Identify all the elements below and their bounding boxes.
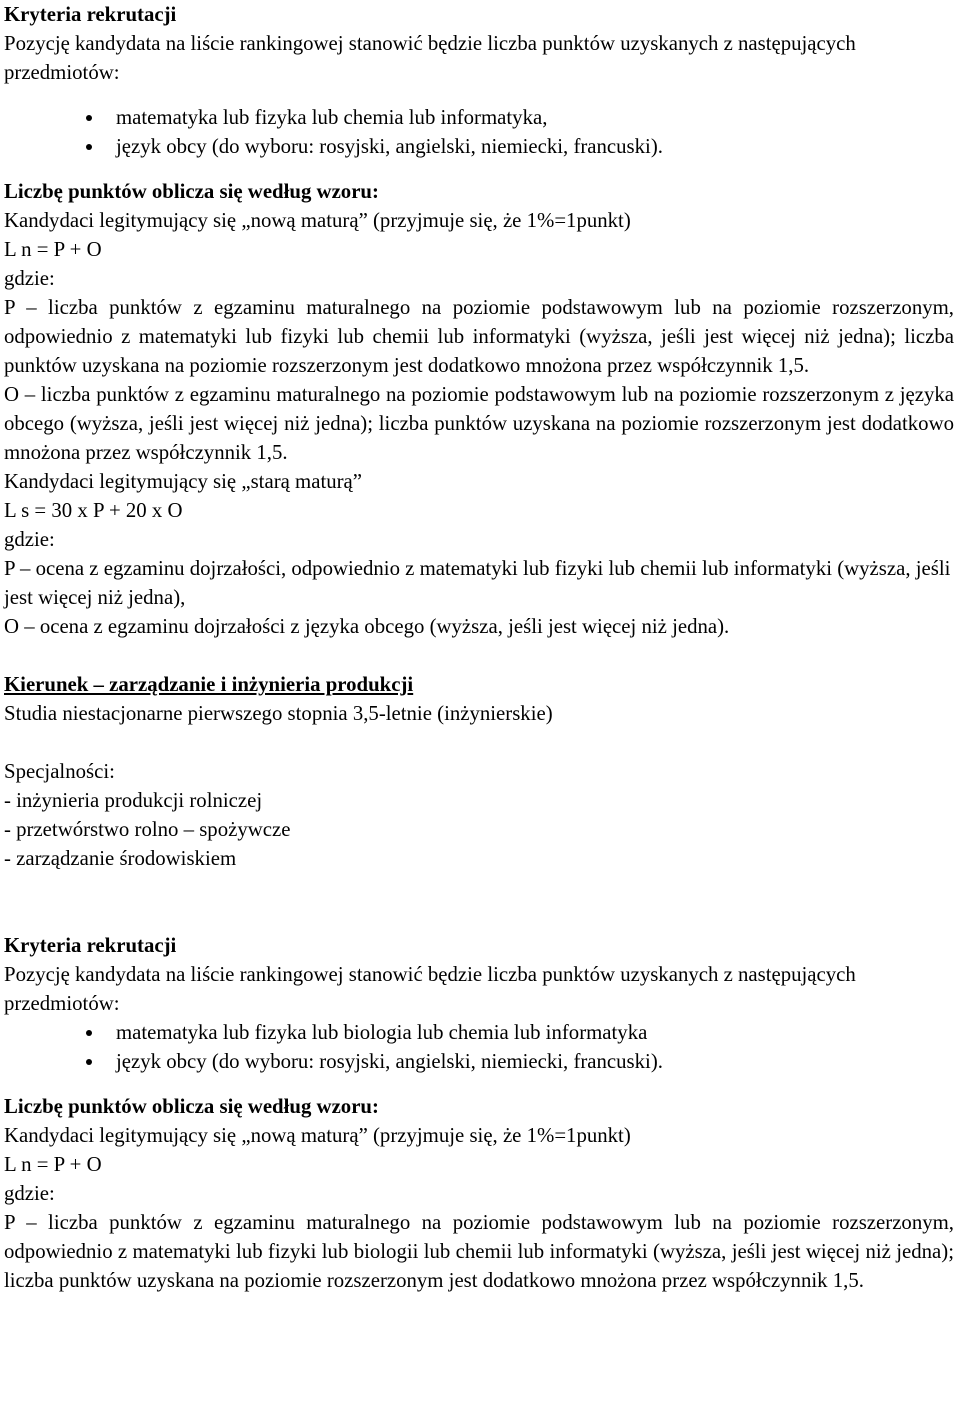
definition-p: P – liczba punktów z egzaminu maturalnego na poziomie podstawowym lub na poziomie rozszerzonym, odpowiednio z matematyki lub fizyki lub biologii lub chemii lub informatyki (wyższa, jeśli jest więcej niż jedna); liczba punktów uzyskana na poziomie rozszerzonym jest dodatkowo mnożona przez współczynnik 1,5.	[4, 1211, 954, 1292]
spacer	[4, 1076, 954, 1092]
document-page	[4, 0, 954, 1295]
list-item: matematyka lub fizyka lub chemia lub informatyka,	[4, 103, 954, 132]
formula: L n = P + O	[4, 238, 102, 261]
definition-p: P – liczba punktów z egzaminu maturalnego na poziomie podstawowym lub na poziomie rozszerzonym, odpowiednio z matematyki lub fizyki lub chemii lub informatyki (wyższa, jeśli jest więcej niż jedna); liczba punktów uzyskana na poziomie rozszerzonym jest dodatkowo mnożona przez współczynnik 1,5.	[4, 296, 954, 377]
section-heading: Kryteria rekrutacji	[4, 3, 177, 26]
program-heading: Kierunek – zarządzanie i inżynieria produkcji	[4, 673, 414, 696]
new-matura-label: Kandydaci legitymujący się „nową maturą” (przyjmuje się, że 1%=1punkt)	[4, 1124, 631, 1147]
definition-o-old: O – ocena z egzaminu dojrzałości z języka obcego (wyższa, jeśli jest więcej niż jedna).	[4, 615, 730, 638]
study-mode: Studia niestacjonarne pierwszego stopnia 3,5-letnie (inżynierskie)	[4, 702, 553, 725]
section-heading: Kryteria rekrutacji	[4, 934, 177, 957]
where-label: gdzie:	[4, 1182, 55, 1205]
intro-paragraph: Pozycję kandydata na liście rankingowej stanowić będzie liczba punktów uzyskanych z następujących przedmiotów:	[4, 32, 856, 84]
formula: L n = P + O	[4, 1153, 102, 1176]
formula-heading: Liczbę punktów oblicza się według wzoru:	[4, 180, 379, 203]
where-label: gdzie:	[4, 528, 55, 551]
spacer	[4, 873, 954, 931]
subject-list	[4, 103, 954, 161]
formula: L s = 30 x P + 20 x O	[4, 499, 183, 522]
subject-list	[4, 1018, 954, 1076]
specialty-item: - przetwórstwo rolno – spożywcze	[4, 818, 291, 841]
list-item: matematyka lub fizyka lub biologia lub chemia lub informatyka	[4, 1018, 954, 1047]
formula-heading: Liczbę punktów oblicza się według wzoru:	[4, 1095, 379, 1118]
new-matura-label: Kandydaci legitymujący się „nową maturą” (przyjmuje się, że 1%=1punkt)	[4, 209, 631, 232]
specialties-label: Specjalności:	[4, 760, 115, 783]
list-item: język obcy (do wyboru: rosyjski, angielski, niemiecki, francuski).	[4, 132, 954, 161]
definition-p-old: P – ocena z egzaminu dojrzałości, odpowiednio z matematyki lub fizyki lub chemii lub informatyki (wyższa, jeśli jest więcej niż jedna),	[4, 557, 951, 609]
spacer	[4, 87, 954, 103]
definition-o: O – liczba punktów z egzaminu maturalnego na poziomie podstawowym lub na poziomie rozszerzonym z języka obcego (wyższa, jeśli jest więcej niż jedna); liczba punktów uzyskana na poziomie rozszerzonym jest dodatkowo mnożona przez współczynnik 1,5.	[4, 383, 954, 464]
specialty-item: - zarządzanie środowiskiem	[4, 847, 237, 870]
intro-paragraph: Pozycję kandydata na liście rankingowej stanowić będzie liczba punktów uzyskanych z następujących przedmiotów:	[4, 963, 856, 1015]
list-item: język obcy (do wyboru: rosyjski, angielski, niemiecki, francuski).	[4, 1047, 954, 1076]
spacer	[4, 641, 954, 670]
spacer	[4, 161, 954, 177]
old-matura-label: Kandydaci legitymujący się „starą maturą”	[4, 470, 363, 493]
spacer	[4, 728, 954, 757]
specialty-item: - inżynieria produkcji rolniczej	[4, 789, 263, 812]
where-label: gdzie:	[4, 267, 55, 290]
